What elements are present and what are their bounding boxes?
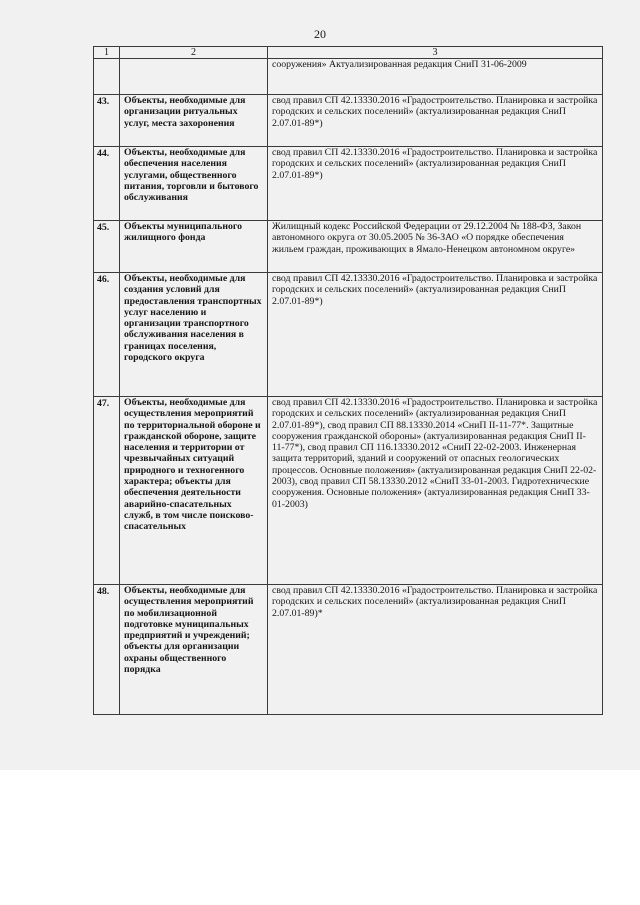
table-row (94, 95, 603, 147)
column-header-3: 3 (268, 47, 603, 59)
norm-cell: свод правил СП 42.13330.2016 «Градостроительство. Планировка и застройка городских и сельских поселений» (актуализированная редакция СниП 2.07.01-89*) (268, 95, 603, 147)
object-cell: Объекты, необходимые для создания условий для предоставления транспортных услуг населению и организации транспортного обслуживания населения в границах поселения, городского округа (120, 273, 268, 397)
column-header-1: 1 (94, 47, 120, 59)
object-cell: Объекты, необходимые для организации ритуальных услуг, места захоронения (120, 95, 268, 147)
table-row (94, 397, 603, 585)
norm-cell: сооружения» Актуализированная редакция СниП 31-06-2009 (268, 59, 603, 95)
norm-cell: свод правил СП 42.13330.2016 «Градостроительство. Планировка и застройка городских и сельских поселений» (актуализированная редакция СниП 2.07.01-89)* (268, 585, 603, 715)
row-number: 45. (94, 221, 120, 273)
table-row (94, 585, 603, 715)
regulations-table (93, 46, 603, 715)
object-cell: Объекты муниципального жилищного фонда (120, 221, 268, 273)
norm-cell: свод правил СП 42.13330.2016 «Градостроительство. Планировка и застройка городских и сельских поселений» (актуализированная редакция СниП 2.07.01-89*) (268, 273, 603, 397)
norm-cell: Жилищный кодекс Российской Федерации от 29.12.2004 № 188-ФЗ, Закон автономного округа от 30.05.2005 № 36-ЗАО «О порядке обеспечения жильем граждан, проживающих в Ямало-Ненецком автономном округе» (268, 221, 603, 273)
row-number: 44. (94, 147, 120, 221)
object-cell: Объекты, необходимые для осуществления мероприятий по мобилизационной подготовке муниципальных предприятий и учреждений; объекты для организации охраны общественного порядка (120, 585, 268, 715)
row-number (94, 59, 120, 95)
object-cell (120, 59, 268, 95)
row-number: 48. (94, 585, 120, 715)
page-number: 20 (314, 27, 326, 41)
object-cell: Объекты, необходимые для обеспечения населения услугами, общественного питания, торговли и бытового обслуживания (120, 147, 268, 221)
norm-cell: свод правил СП 42.13330.2016 «Градостроительство. Планировка и застройка городских и сельских поселений» (актуализированная редакция СниП 2.07.01-89*) (268, 147, 603, 221)
table-row (94, 221, 603, 273)
table-header-row (94, 47, 603, 59)
column-header-2: 2 (120, 47, 268, 59)
table-row (94, 273, 603, 397)
norm-cell: свод правил СП 42.13330.2016 «Градостроительство. Планировка и застройка городских и сельских поселений» (актуализированная редакция СниП 2.07.01-89*), свод правил СП 88.13330.2014 «СниП II-11-77*. Защитные сооружения гражданской обороны» (актуализированная редакция СниП II-11-77*), свод правил СП 116.13330.2012 «СниП 22-02-2003. Инженерная защита территорий, зданий и сооружений от опасных геологических процессов. Основные положения» (актуализированная редакция СниП 22-02-2003), свод правил СП 58.13330.2012 «СниП 33-01-2003. Гидротехнические сооружения. Основные положения» (актуализированная редакция СниП 33-01-2003) (268, 397, 603, 585)
table-row (94, 147, 603, 221)
table-row (94, 59, 603, 95)
row-number: 43. (94, 95, 120, 147)
row-number: 47. (94, 397, 120, 585)
object-cell: Объекты, необходимые для осуществления мероприятий по территориальной обороне и гражданской обороне, защите населения и территории от чрезвычайных ситуаций природного и техногенного характера; объекты для обеспечения деятельности аварийно-спасательных служб, в том числе поисково-спасательных (120, 397, 268, 585)
row-number: 46. (94, 273, 120, 397)
